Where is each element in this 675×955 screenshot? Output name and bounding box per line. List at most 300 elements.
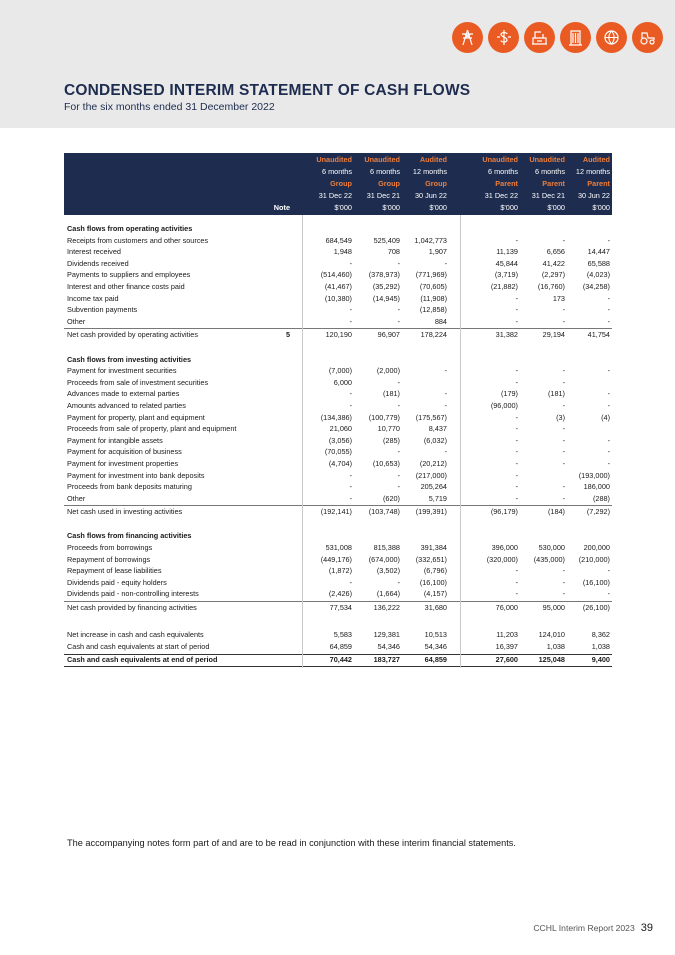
row-value: (193,000): [578, 470, 610, 480]
row-value: (16,760): [537, 282, 565, 291]
row-value: (4,023): [586, 270, 610, 280]
table-row: [64, 293, 612, 305]
row-value: -: [444, 389, 447, 399]
row-value: -: [397, 400, 400, 410]
row-value: 64,859: [424, 655, 447, 665]
row-value: 1,042,773: [414, 235, 447, 245]
row-value: (35,292): [372, 282, 400, 291]
row-value: -: [562, 424, 565, 434]
row-label: Income tax paid: [67, 293, 119, 303]
row-value: -: [607, 293, 610, 303]
row-value: -: [515, 589, 518, 599]
section-heading: [64, 530, 612, 542]
row-value: -: [397, 377, 400, 387]
table-row: [64, 281, 612, 293]
row-value: -: [515, 424, 518, 434]
header-cell: 6 months: [369, 167, 400, 176]
row-label: Payment for investment properties: [67, 458, 179, 468]
row-value: (1,872): [328, 566, 352, 576]
header-cell: 31 Dec 21: [531, 191, 565, 200]
row-value: -: [607, 589, 610, 599]
row-value: -: [607, 458, 610, 468]
table-row: [64, 446, 612, 458]
row-value: 70,442: [329, 655, 352, 665]
row-label: Proceeds from borrowings: [67, 543, 153, 552]
row-value: -: [562, 366, 565, 376]
row-value: -: [349, 389, 352, 399]
icon-strip: [452, 22, 663, 53]
table-row: [64, 493, 612, 505]
row-value: 14,447: [587, 247, 610, 257]
row-value: 54,346: [424, 641, 447, 651]
table-row: [64, 577, 612, 589]
row-value: -: [562, 400, 565, 410]
row-value: (285): [382, 435, 400, 445]
row-label: Dividends received: [67, 258, 129, 268]
row-label: Other: [67, 493, 86, 503]
row-value: (288): [592, 493, 610, 503]
row-value: -: [607, 389, 610, 399]
row-value: 77,534: [329, 602, 352, 612]
header-row-period: [64, 166, 612, 178]
row-label: Interest and other finance costs paid: [67, 282, 185, 291]
row-value: -: [562, 458, 565, 468]
row-value: (26,100): [582, 602, 610, 612]
row-value: -: [515, 435, 518, 445]
row-value: (2,000): [376, 366, 400, 376]
column-separator: [302, 215, 303, 668]
row-value: 884: [434, 316, 447, 326]
row-value: -: [515, 366, 518, 376]
row-value: (6,032): [423, 435, 447, 445]
row-value: 76,000: [495, 602, 518, 612]
row-value: -: [562, 377, 565, 387]
row-label: Dividends paid - equity holders: [67, 577, 167, 587]
row-value: 205,264: [420, 482, 447, 492]
row-value: 11,139: [496, 247, 518, 257]
row-value: (217,000): [415, 470, 447, 480]
row-value: (449,176): [320, 554, 352, 564]
table-row: [64, 412, 612, 424]
row-value: 31,382: [495, 329, 518, 339]
table-row: [64, 269, 612, 281]
row-value: (20,212): [419, 458, 447, 468]
header-cell: $'000: [429, 203, 447, 212]
row-value: 1,907: [428, 247, 447, 257]
row-value: (210,000): [578, 554, 610, 564]
header-cell: 6 months: [534, 167, 565, 176]
row-label: Payment for property, plant and equipment: [67, 412, 205, 422]
row-value: -: [607, 366, 610, 376]
row-value: -: [397, 470, 400, 480]
row-value: 5,719: [428, 493, 447, 503]
row-label: Repayment of lease liabilities: [67, 566, 162, 576]
row-value: 1,038: [591, 641, 610, 651]
row-value: (514,460): [320, 270, 352, 280]
row-value: 531,008: [325, 543, 352, 552]
table-row: [64, 554, 612, 566]
row-value: -: [515, 458, 518, 468]
row-value: -: [444, 366, 447, 376]
row-value: -: [607, 235, 610, 245]
row-value: 183,727: [373, 655, 400, 665]
row-value: (175,567): [415, 412, 447, 422]
header-cell: $'000: [334, 203, 352, 212]
row-label: Net cash provided by operating activities: [67, 329, 199, 339]
row-value: 684,549: [325, 235, 352, 245]
table-row: [64, 423, 612, 435]
row-label: Cash and cash equivalents at start of period: [67, 641, 210, 651]
row-value: (435,000): [533, 554, 565, 564]
row-value: (96,179): [490, 506, 518, 516]
table-row: [64, 641, 612, 653]
header-cell: Group: [330, 179, 352, 188]
row-label: Subvention payments: [67, 305, 138, 315]
row-value: (6,796): [423, 566, 447, 576]
row-value: (16,100): [582, 577, 610, 587]
row-value: -: [444, 447, 447, 457]
row-label: Proceeds from bank deposits maturing: [67, 482, 192, 492]
row-label: Payment for acquisition of business: [67, 447, 182, 457]
row-value: 96,907: [377, 329, 400, 339]
row-value: 45,844: [495, 258, 518, 268]
row-value: -: [515, 235, 518, 245]
row-value: (14,945): [372, 293, 400, 303]
row-value: (179): [500, 389, 518, 399]
row-value: -: [607, 566, 610, 576]
header-cell: 31 Dec 22: [318, 191, 352, 200]
row-value: 10,770: [377, 424, 400, 434]
row-value: 21,060: [329, 424, 352, 434]
row-value: (7,000): [328, 366, 352, 376]
row-value: (103,748): [368, 506, 400, 516]
row-label: Payment for investment into bank deposits: [67, 470, 205, 480]
row-value: -: [444, 400, 447, 410]
row-value: 525,409: [373, 235, 400, 245]
row-value: -: [515, 470, 518, 480]
row-value: (332,651): [415, 554, 447, 564]
table-row: [64, 629, 612, 641]
table-body: [64, 215, 612, 670]
header-cell: 31 Dec 21: [366, 191, 400, 200]
row-label: Payment for investment securities: [67, 366, 177, 376]
table-row: [64, 246, 612, 258]
row-value: (3): [556, 412, 565, 422]
row-value: 391,384: [420, 543, 447, 552]
row-value: -: [515, 293, 518, 303]
header-cell: 6 months: [487, 167, 518, 176]
row-value: (674,000): [368, 554, 400, 564]
row-value: 200,000: [583, 543, 610, 552]
port-cranes-icon: [524, 22, 555, 53]
row-value: (11,908): [420, 293, 447, 303]
row-value: 6,000: [333, 377, 352, 387]
row-value: -: [349, 400, 352, 410]
row-value: -: [515, 377, 518, 387]
header-cell: Audited: [419, 155, 447, 164]
row-value: -: [349, 493, 352, 503]
row-value: 396,000: [491, 543, 518, 552]
table-row: [64, 316, 612, 328]
row-value: -: [349, 305, 352, 315]
row-value: (4,704): [328, 458, 352, 468]
header-cell: 30 Jun 22: [414, 191, 447, 200]
power-pylon-icon: [452, 22, 483, 53]
row-value: (70,055): [324, 447, 352, 457]
table-row: [64, 542, 612, 554]
header-cell: Audited: [582, 155, 610, 164]
row-value: -: [562, 577, 565, 587]
row-value: (134,386): [320, 412, 352, 422]
building-icon: [560, 22, 591, 53]
header-row-entity: [64, 178, 612, 190]
table-row: [64, 565, 612, 577]
header-cell: 6 months: [321, 167, 352, 176]
table-row: [64, 588, 612, 600]
row-value: 41,422: [542, 258, 565, 268]
tractor-icon: [632, 22, 663, 53]
row-value: -: [562, 305, 565, 315]
row-value: 65,588: [587, 258, 610, 268]
row-value: -: [562, 435, 565, 445]
table-row: [64, 602, 612, 614]
section-heading: [64, 223, 612, 235]
header-row-date: [64, 190, 612, 202]
row-value: -: [562, 566, 565, 576]
row-value: -: [562, 482, 565, 492]
table-row: [64, 329, 612, 341]
row-label: Repayment of borrowings: [67, 554, 151, 564]
table-row: [64, 258, 612, 270]
table-row: [64, 481, 612, 493]
row-value: -: [397, 447, 400, 457]
row-value: (16,100): [419, 577, 447, 587]
row-value: (620): [382, 493, 400, 503]
row-value: 6,656: [546, 247, 565, 257]
cash-flow-table: [64, 153, 612, 670]
row-value: (4): [601, 412, 610, 422]
row-value: 129,381: [373, 630, 400, 640]
header-cell: $'000: [547, 203, 565, 212]
row-value: 5,583: [333, 630, 352, 640]
row-value: (181): [547, 389, 565, 399]
row-value: 11,203: [496, 630, 518, 640]
row-value: (41,467): [324, 282, 352, 291]
row-value: -: [397, 305, 400, 315]
row-value: (1,664): [376, 589, 400, 599]
row-value: (96,000): [490, 400, 518, 410]
table-row: [64, 235, 612, 247]
row-value: (4,157): [423, 589, 447, 599]
row-label: Proceeds from sale of investment securities: [67, 377, 209, 387]
header-row-status: [64, 154, 612, 166]
row-label: Net cash provided by financing activities: [67, 602, 197, 612]
row-value: -: [515, 577, 518, 587]
row-value: -: [562, 447, 565, 457]
row-value: 1,038: [546, 641, 565, 651]
row-value: -: [349, 470, 352, 480]
header-cell: $'000: [592, 203, 610, 212]
row-value: (771,969): [415, 270, 447, 280]
row-value: (378,973): [368, 270, 400, 280]
row-value: 9,400: [591, 655, 610, 665]
row-value: 1,948: [333, 247, 352, 257]
row-value: 41,754: [587, 329, 610, 339]
row-value: 64,859: [329, 641, 352, 651]
row-value: -: [515, 482, 518, 492]
header-cell: Parent: [587, 179, 610, 188]
row-label: Advances made to external parties: [67, 389, 180, 399]
row-value: (7,292): [586, 506, 610, 516]
row-value: (3,056): [328, 435, 352, 445]
table-row: [64, 388, 612, 400]
note-column-header: Note: [273, 203, 290, 212]
table-row: [64, 458, 612, 470]
row-value: 31,680: [424, 602, 447, 612]
table-row: [64, 654, 612, 666]
header-cell: $'000: [500, 203, 518, 212]
header-row-unit: [64, 202, 612, 214]
header-cell: Unaudited: [529, 155, 565, 164]
row-value: -: [607, 305, 610, 315]
row-label: Proceeds from sale of property, plant and equipment: [67, 424, 237, 434]
report-name: CCHL Interim Report 2023: [533, 923, 635, 933]
row-value: 10,513: [424, 630, 447, 640]
row-value: -: [607, 435, 610, 445]
row-label: Amounts advanced to related parties: [67, 400, 186, 410]
header-cell: Group: [425, 179, 447, 188]
header-cell: 31 Dec 22: [484, 191, 518, 200]
row-label: Receipts from customers and other sources: [67, 235, 209, 245]
table-row: [64, 365, 612, 377]
row-value: (10,653): [372, 458, 400, 468]
row-value: -: [515, 493, 518, 503]
header-cell: 12 months: [412, 167, 447, 176]
row-label: Cash flows from operating activities: [67, 224, 193, 233]
row-value: 178,224: [420, 329, 447, 339]
row-value: (2,297): [541, 270, 565, 280]
column-separator: [460, 215, 461, 668]
row-value: 186,000: [583, 482, 610, 492]
row-value: (181): [382, 389, 400, 399]
row-value: 124,010: [538, 630, 565, 640]
table-row: [64, 506, 612, 518]
row-value: 708: [387, 247, 400, 257]
row-value: 815,388: [373, 543, 400, 552]
page-title: CONDENSED INTERIM STATEMENT OF CASH FLOWS: [64, 82, 471, 99]
section-heading: [64, 354, 612, 366]
header-cell: Parent: [542, 179, 565, 188]
row-value: (3,502): [376, 566, 400, 576]
row-value: (3,719): [494, 270, 518, 280]
row-label: Payments to suppliers and employees: [67, 270, 191, 280]
row-rule: [64, 666, 612, 667]
row-value: 530,000: [538, 543, 565, 552]
table-row: [64, 377, 612, 389]
header-cell: Unaudited: [316, 155, 352, 164]
header-cell: Group: [378, 179, 400, 188]
table-row: [64, 304, 612, 316]
row-label: Interest received: [67, 247, 121, 257]
table-row: [64, 435, 612, 447]
row-value: -: [349, 258, 352, 268]
row-value: -: [397, 316, 400, 326]
table-row: [64, 400, 612, 412]
row-value: 8,362: [591, 630, 610, 640]
row-value: -: [515, 316, 518, 326]
header-cell: Unaudited: [364, 155, 400, 164]
row-value: -: [562, 589, 565, 599]
row-value: -: [562, 316, 565, 326]
row-value: 54,346: [377, 641, 400, 651]
row-label: Net increase in cash and cash equivalents: [67, 630, 204, 640]
row-value: -: [515, 412, 518, 422]
row-label: Dividends paid - non-controlling interests: [67, 589, 199, 599]
row-label: Cash flows from financing activities: [67, 531, 192, 541]
row-value: (21,882): [490, 282, 518, 291]
row-value: -: [397, 577, 400, 587]
row-label: Payment for intangible assets: [67, 435, 163, 445]
row-value: 27,600: [495, 655, 518, 665]
row-value: (70,605): [419, 282, 447, 291]
row-value: -: [397, 482, 400, 492]
row-value: -: [607, 400, 610, 410]
row-value: -: [515, 305, 518, 315]
page-number: 39: [640, 922, 653, 934]
globe-icon: [596, 22, 627, 53]
header-cell: 30 Jun 22: [577, 191, 610, 200]
table-header: [64, 153, 612, 215]
header-cell: Parent: [495, 179, 518, 188]
page-subtitle: For the six months ended 31 December 2022: [64, 101, 275, 113]
header-cell: $'000: [382, 203, 400, 212]
row-value: (192,141): [320, 506, 352, 516]
row-value: -: [562, 235, 565, 245]
row-value: -: [349, 577, 352, 587]
row-value: (2,426): [328, 589, 352, 599]
row-value: (10,380): [324, 293, 352, 303]
footnote: The accompanying notes form part of and are to be read in conjunction with these interim financial statements.: [67, 838, 516, 848]
row-value: (100,779): [368, 412, 400, 422]
row-value: 8,437: [428, 424, 447, 434]
page-footer: [533, 922, 653, 934]
row-value: -: [397, 258, 400, 268]
table-row: [64, 470, 612, 482]
row-value: -: [515, 447, 518, 457]
row-value: (12,858): [419, 305, 447, 315]
row-value: 95,000: [542, 602, 565, 612]
row-value: -: [515, 566, 518, 576]
row-value: -: [607, 316, 610, 326]
row-label: Cash flows from investing activities: [67, 354, 192, 364]
row-label: Other: [67, 316, 86, 326]
row-value: -: [562, 493, 565, 503]
header-cell: 12 months: [575, 167, 610, 176]
row-value: (34,258): [582, 282, 610, 291]
row-value: 173: [552, 293, 565, 303]
row-value: (320,000): [486, 554, 518, 564]
row-value: 120,190: [325, 329, 352, 339]
row-value: 136,222: [373, 602, 400, 612]
row-label: Net cash used in investing activities: [67, 506, 183, 516]
row-note: 5: [285, 329, 290, 339]
row-value: 29,194: [542, 329, 565, 339]
row-value: -: [349, 482, 352, 492]
row-value: -: [607, 447, 610, 457]
row-value: (184): [547, 506, 565, 516]
dollar-flow-icon: [488, 22, 519, 53]
row-value: 16,397: [495, 641, 518, 651]
